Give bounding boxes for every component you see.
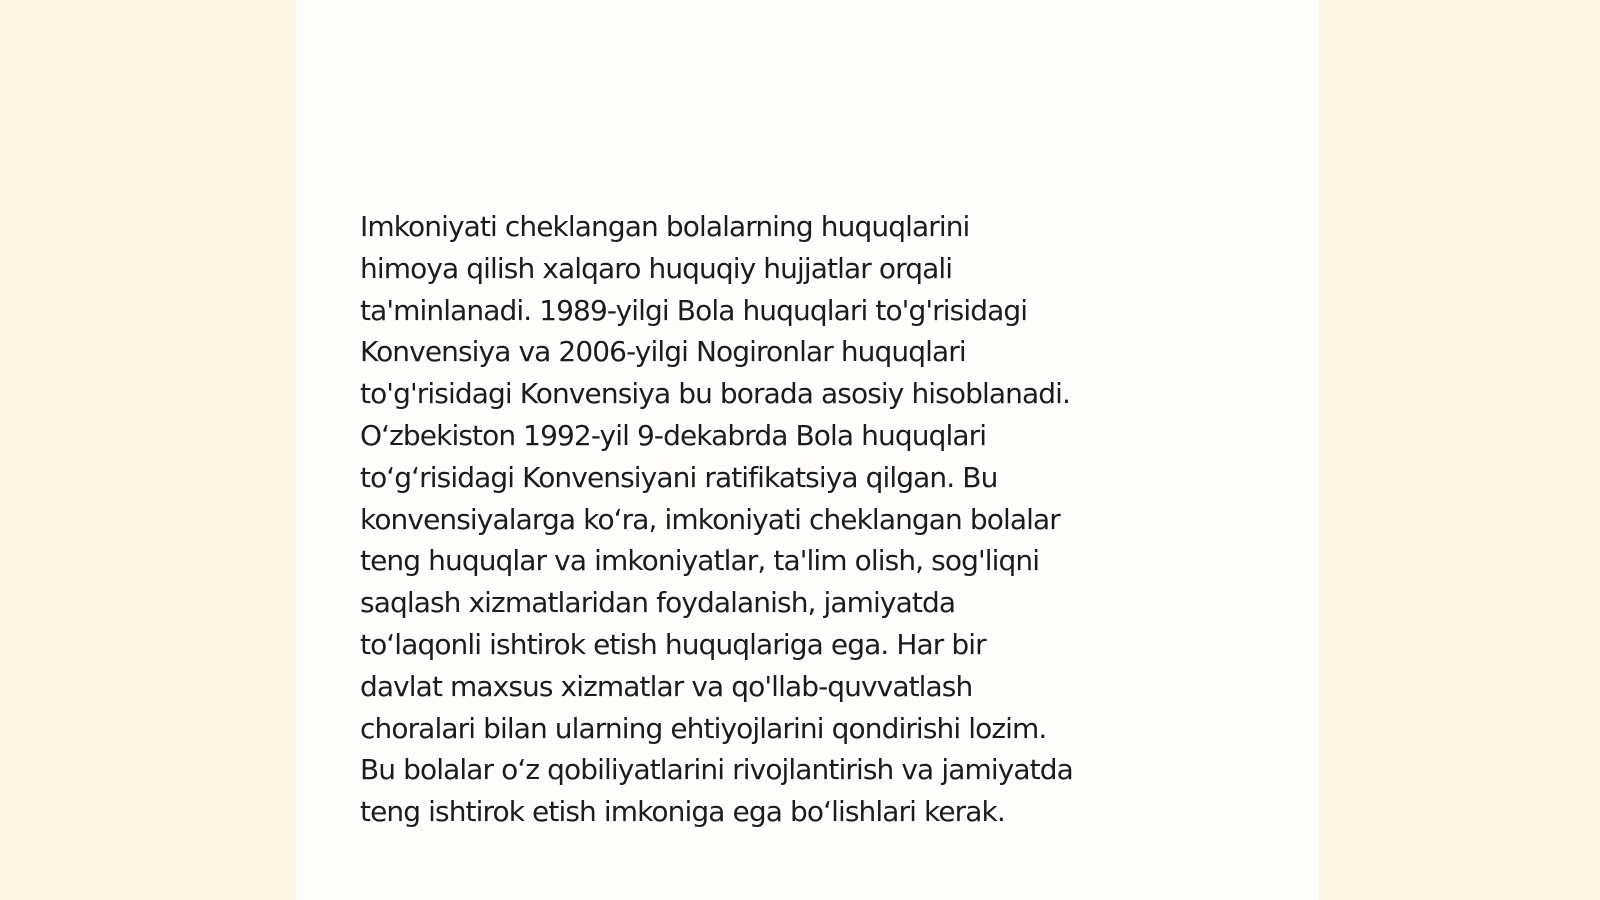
text-line: ta'minlanadi. 1989-yilgi Bola huquqlari to'g'risidagi <box>360 293 1028 327</box>
text-line: himoya qilish xalqaro huquqiy hujjatlar orqali <box>360 251 953 285</box>
text-line: to‘g‘risidagi Konvensiyani ratifikatsiya qilgan. Bu <box>360 460 998 494</box>
text-line: Konvensiya va 2006-yilgi Nogironlar huquqlari <box>360 335 966 369</box>
text-line: saqlash xizmatlaridan foydalanish, jamiyatda <box>360 586 956 620</box>
text-line: O‘zbekiston 1992-yil 9-dekabrda Bola huquqlari <box>360 418 987 452</box>
text-line: konvensiyalarga ko‘ra, imkoniyati cheklangan bolalar <box>360 502 1060 536</box>
body-paragraph <box>360 206 1260 833</box>
document-page <box>296 0 1319 900</box>
text-line: davlat maxsus xizmatlar va qo'llab-quvvatlash <box>360 669 973 703</box>
text-line: Imkoniyati cheklangan bolalarning huquqlarini <box>360 210 970 243</box>
text-line: to'g'risidagi Konvensiya bu borada asosiy hisoblanadi. <box>360 377 1070 411</box>
text-line: teng ishtirok etish imkoniga ega bo‘lishlari kerak. <box>360 795 1005 829</box>
text-line: teng huquqlar va imkoniyatlar, ta'lim olish, sog'liqni <box>360 544 1040 578</box>
text-line: Bu bolalar o‘z qobiliyatlarini rivojlantirish va jamiyatda <box>360 753 1073 787</box>
text-line: to‘laqonli ishtirok etish huquqlariga ega. Har bir <box>360 627 986 661</box>
text-line: choralari bilan ularning ehtiyojlarini qondirishi lozim. <box>360 711 1047 745</box>
